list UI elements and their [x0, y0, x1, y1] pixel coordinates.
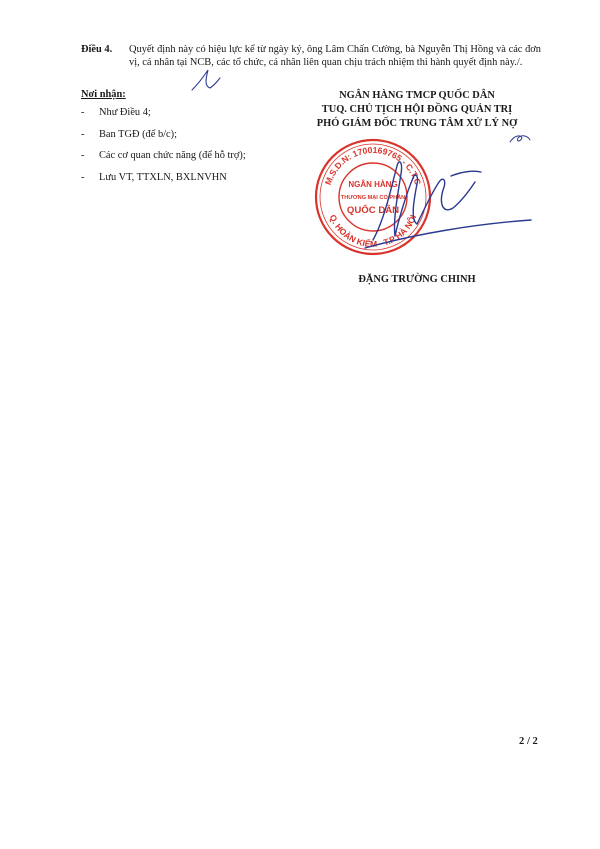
page-number: 2 / 2 — [519, 736, 538, 747]
article-text: Quyết định này có hiệu lực kể từ ngày ký, ông Lâm Chấn Cường, bà Nguyễn Thị Hồng và các đơn vị, cá nhân tại NCB, các tổ chức, cá nhân liên quan chịu trách nhiệm thi hành quyết định này./. — [129, 44, 541, 68]
recipient-item: - Ban TGĐ (để b/c); — [81, 128, 178, 140]
recipient-text: Như Điều 4; — [99, 107, 151, 118]
article-label: Điều 4. — [81, 44, 113, 55]
recipient-text: Các cơ quan chức năng (để hỗ trợ); — [99, 150, 246, 161]
signer-authority: TUQ. CHỦ TỊCH HỘI ĐỒNG QUẢN TRỊ — [321, 104, 513, 115]
article-4 — [81, 44, 541, 69]
seal-top-text: M.S.D.N: 1700169765 - C.T.C — [322, 144, 424, 187]
seal-bottom-text: Q. HOÀN KIẾM - T.P HÀ NỘI — [327, 213, 419, 250]
recipients-list — [81, 107, 281, 184]
signer-org: NGÂN HÀNG TMCP QUỐC DÂN — [339, 90, 495, 101]
initial-mark — [186, 66, 236, 96]
recipient-text: Ban TGĐ (để b/c); — [99, 128, 178, 140]
recipients-title: Nơi nhận: — [81, 89, 126, 100]
recipient-item: - Lưu VT, TTXLN, BXLNVHN — [81, 171, 227, 183]
seal-line2: THƯƠNG MẠI CỔ PHẦN — [340, 195, 406, 201]
signer-name: ĐẶNG TRƯỜNG CHINH — [358, 274, 476, 285]
handwritten-signature — [355, 148, 535, 258]
seal-line1: NGÂN HÀNG — [348, 180, 398, 189]
seal-line3: QUỐC DÂN — [346, 205, 400, 216]
recipient-item: - Như Điều 4; — [81, 107, 151, 118]
signer-title: PHÓ GIÁM ĐỐC TRUNG TÂM XỬ LÝ NỢ — [316, 118, 518, 129]
recipient-text: Lưu VT, TTXLN, BXLNVHN — [99, 171, 227, 183]
paraph-mark — [508, 132, 532, 146]
recipient-item: - Các cơ quan chức năng (để hỗ trợ); — [81, 150, 246, 161]
recipients-block — [81, 89, 281, 193]
